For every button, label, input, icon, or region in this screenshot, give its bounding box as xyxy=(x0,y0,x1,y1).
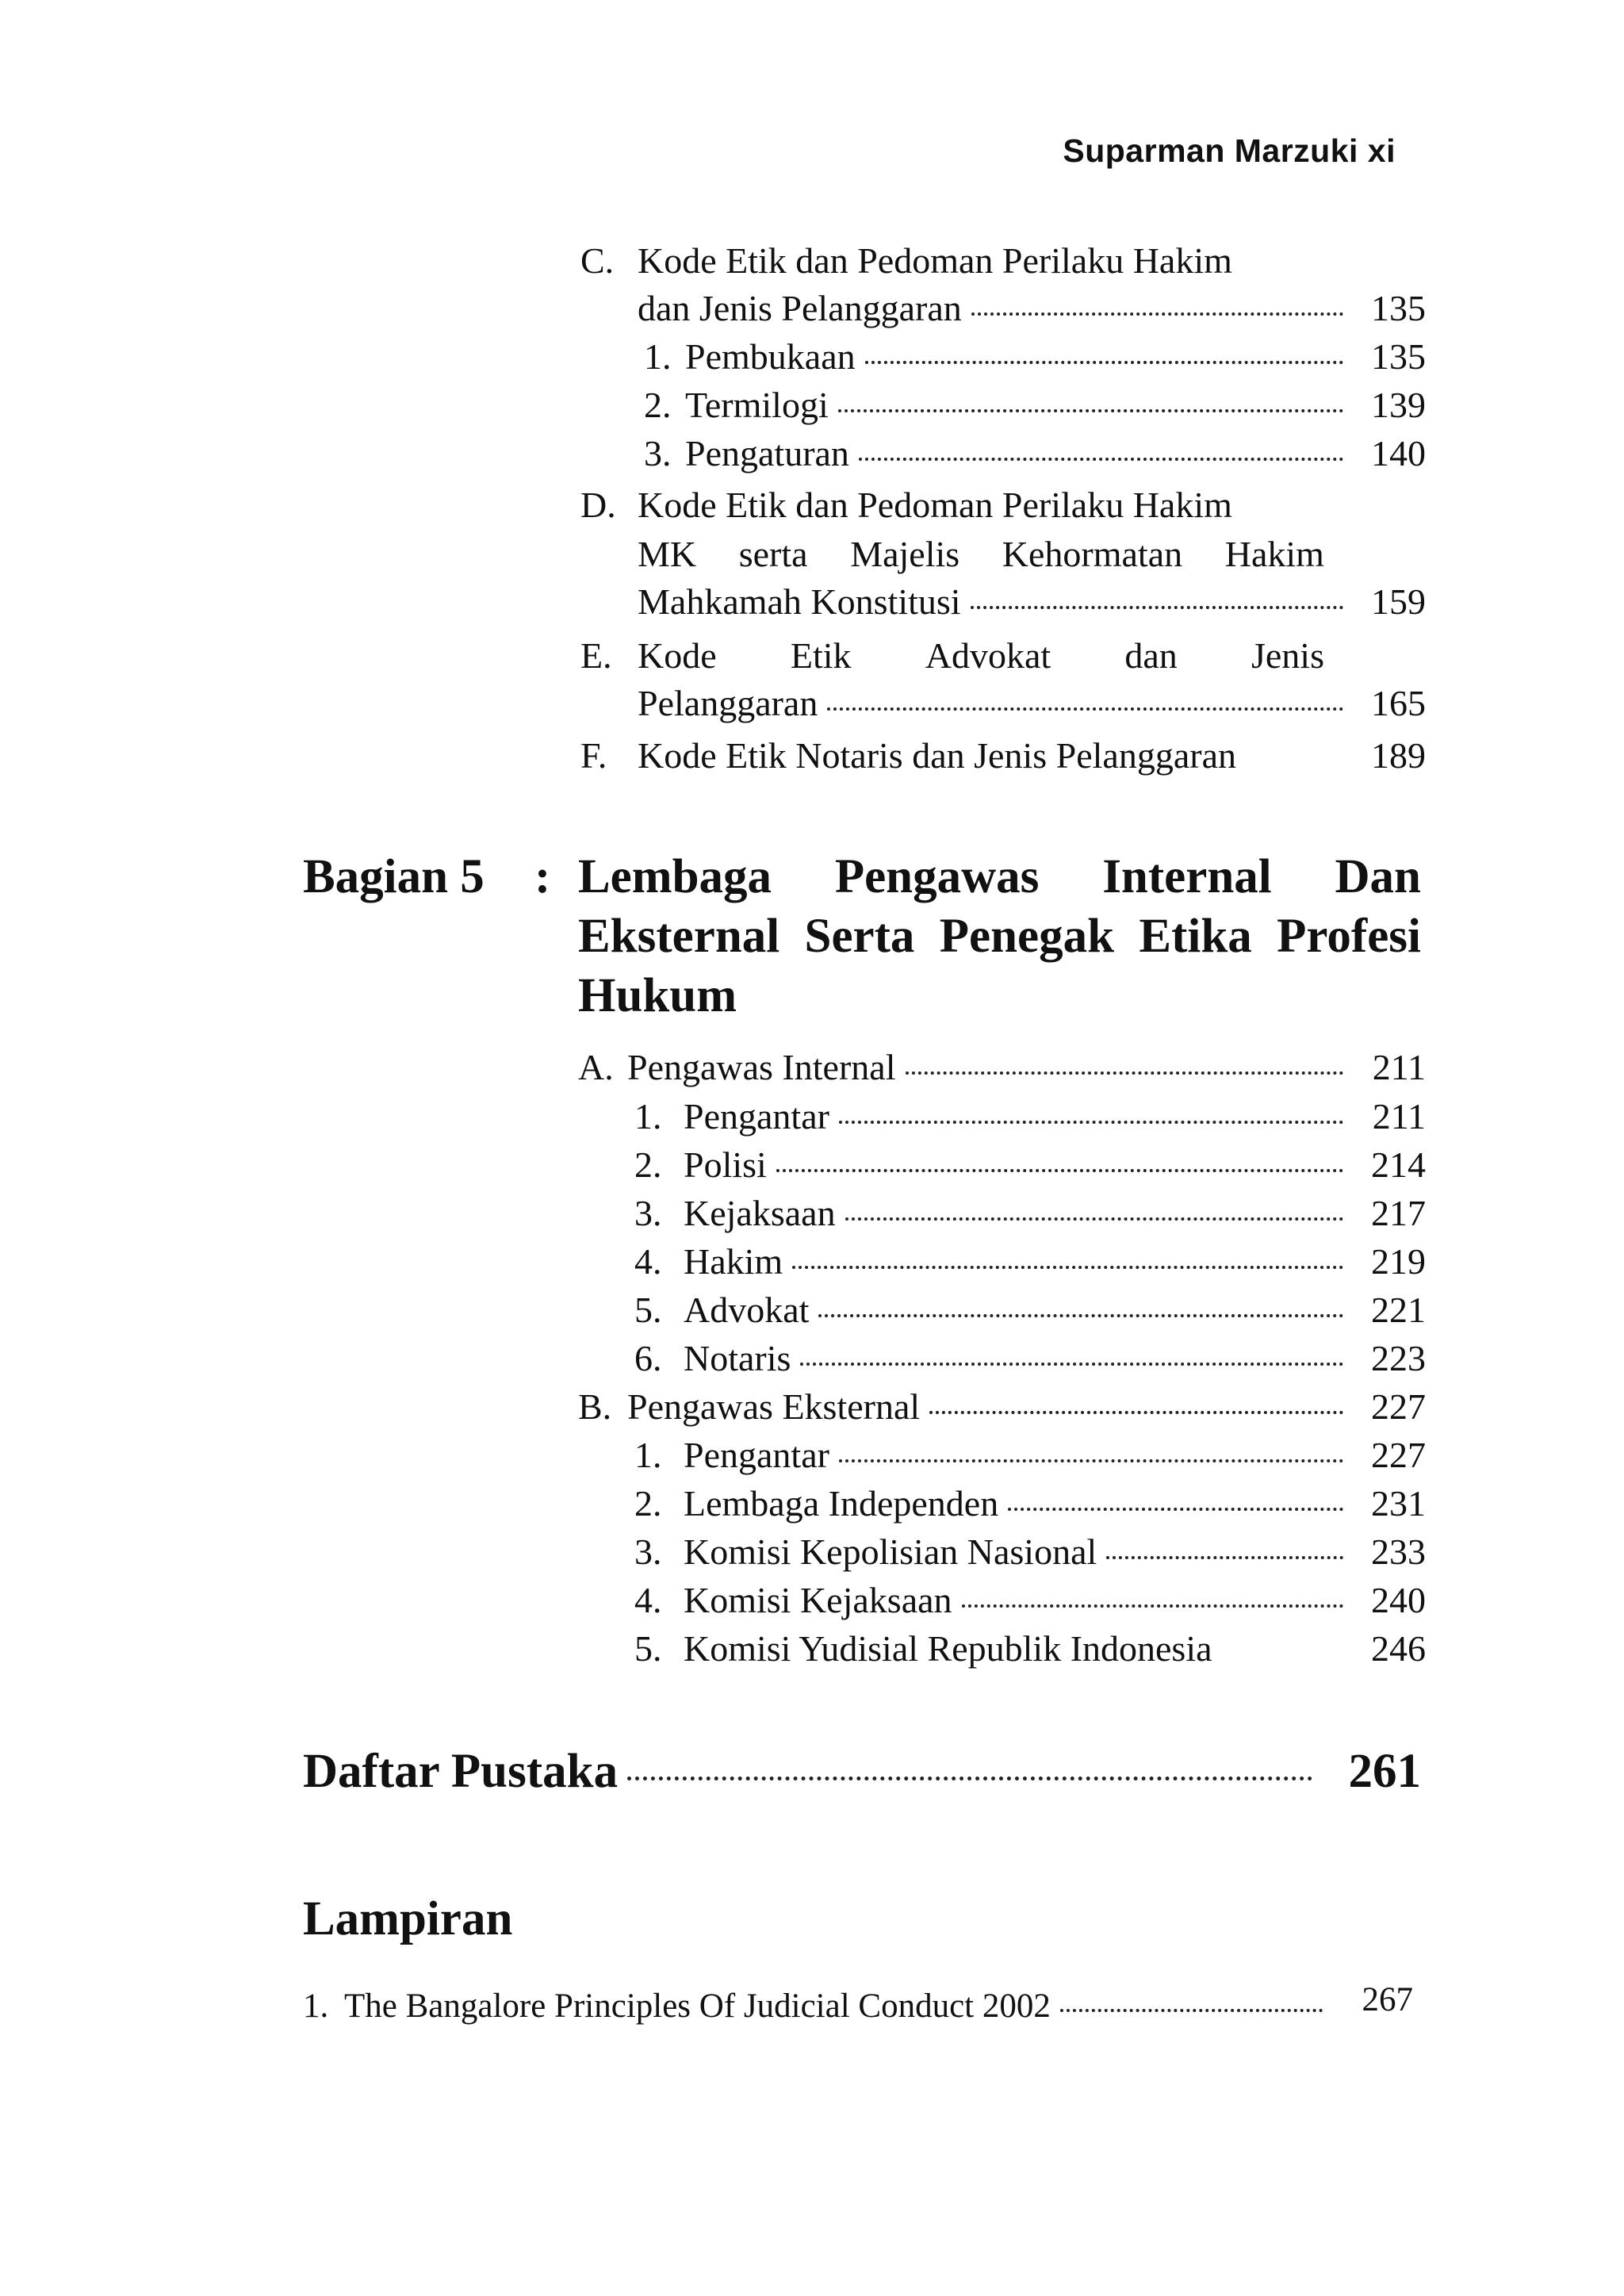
dot-leader xyxy=(792,1266,1343,1269)
toc-daftar-pustaka[interactable] xyxy=(303,1742,1421,1802)
toc-entry-d[interactable] xyxy=(638,580,1426,624)
toc-section-b[interactable] xyxy=(578,1385,1426,1429)
word: Kode xyxy=(638,635,717,676)
word: dan xyxy=(1124,635,1178,676)
part-title-line xyxy=(578,907,1421,966)
toc-entry-marker: A. xyxy=(578,1047,614,1087)
dot-leader xyxy=(839,1459,1343,1462)
page-number: 227 xyxy=(1371,1435,1426,1475)
toc-subentry[interactable] xyxy=(634,1481,1426,1526)
toc-subentry[interactable] xyxy=(634,1288,1426,1332)
toc-entry-text: Daftar Pustaka xyxy=(303,1745,619,1798)
word: Majelis xyxy=(850,534,960,574)
page-number: 217 xyxy=(1371,1193,1426,1233)
page-number: 211 xyxy=(1372,1096,1426,1137)
toc-entry-text: Kejaksaan xyxy=(684,1193,836,1233)
dot-leader xyxy=(800,1363,1343,1366)
dot-leader xyxy=(827,707,1343,711)
toc-entry-text: Pelanggaran xyxy=(638,683,818,723)
toc-entry-marker: 2. xyxy=(634,1483,662,1524)
word: Internal xyxy=(1102,850,1272,903)
toc-entry-marker: 3. xyxy=(634,1531,662,1572)
dot-leader xyxy=(962,1604,1343,1608)
toc-entry-marker: B. xyxy=(578,1386,612,1427)
dot-leader xyxy=(929,1411,1343,1414)
toc-subentry[interactable] xyxy=(634,1627,1426,1671)
word: Profesi xyxy=(1277,910,1421,963)
page-number: 159 xyxy=(1371,581,1426,622)
toc-entry-text: Pengaturan xyxy=(685,433,849,473)
dot-leader xyxy=(971,312,1343,316)
toc-subentry[interactable] xyxy=(644,383,1426,427)
page-number: 223 xyxy=(1371,1338,1426,1378)
dot-leader xyxy=(838,409,1343,412)
page-number: 165 xyxy=(1371,683,1426,723)
word: Etik xyxy=(790,635,852,676)
toc-entry-marker: D. xyxy=(580,485,616,525)
toc-subentry[interactable] xyxy=(634,1530,1426,1574)
toc-section-a[interactable] xyxy=(578,1045,1426,1090)
toc-entry-text: Komisi Kepolisian Nasional xyxy=(684,1531,1097,1572)
toc-entry-text: Pengantar xyxy=(684,1435,829,1475)
word: Kehormatan xyxy=(1002,534,1183,574)
dot-leader xyxy=(1060,2009,1323,2012)
toc-entry-marker: E. xyxy=(580,635,612,676)
toc-entry-marker: 2. xyxy=(644,385,672,425)
word: Etika xyxy=(1139,910,1252,963)
toc-entry-text: Kode Etik Notaris dan Jenis Pelanggaran xyxy=(638,735,1236,776)
toc-subentry[interactable] xyxy=(644,431,1426,476)
page-number: 233 xyxy=(1371,1531,1426,1572)
toc-entry-marker: 6. xyxy=(634,1338,662,1378)
page-number: 246 xyxy=(1371,1628,1426,1669)
toc-entry-marker: 1. xyxy=(644,336,672,377)
page-number: 139 xyxy=(1371,385,1426,425)
toc-entry-text: Hakim xyxy=(684,1241,783,1282)
toc-entry-text: Pengantar xyxy=(684,1096,829,1137)
toc-subentry[interactable] xyxy=(634,1240,1426,1284)
toc-subentry[interactable] xyxy=(634,1143,1426,1187)
justified-words xyxy=(638,634,1324,678)
toc-entry-text: The Bangalore Principles Of Judicial Conduct 2002 xyxy=(344,1987,1051,2025)
toc-lampiran-entry[interactable] xyxy=(303,1981,1413,2028)
page-number: 231 xyxy=(1371,1483,1426,1524)
word: Hakim xyxy=(1224,534,1324,574)
part-title[interactable] xyxy=(578,847,1421,1025)
dot-leader xyxy=(865,361,1343,364)
dot-leader xyxy=(1106,1556,1343,1559)
toc-entry-text: Pengawas Internal xyxy=(627,1047,896,1087)
toc-entry-text: Mahkamah Konstitusi xyxy=(638,581,961,622)
part-title-line: Hukum xyxy=(578,969,737,1022)
part-title-line xyxy=(578,847,1421,907)
toc-subentry[interactable] xyxy=(634,1433,1426,1478)
dot-leader xyxy=(845,1217,1343,1221)
toc-subentry[interactable] xyxy=(634,1191,1426,1236)
toc-subentry[interactable] xyxy=(634,1578,1426,1623)
dot-leader xyxy=(627,1777,1312,1780)
toc-entry-marker: 1. xyxy=(634,1096,662,1137)
toc-entry-marker: 5. xyxy=(634,1628,662,1669)
toc-entry-d-line2 xyxy=(638,532,1324,577)
word: Jenis xyxy=(1251,635,1324,676)
page-number: 214 xyxy=(1371,1144,1426,1185)
page-number: 189 xyxy=(1371,735,1426,776)
toc-entry-f[interactable] xyxy=(580,734,1426,778)
page-number: 135 xyxy=(1371,288,1426,328)
page-number: 135 xyxy=(1371,336,1426,377)
word: MK xyxy=(638,534,697,574)
page-number: 267 xyxy=(1362,1981,1413,2018)
toc-entry-text: Advokat xyxy=(684,1290,810,1330)
toc-entry-text: Komisi Kejaksaan xyxy=(684,1580,952,1620)
dot-leader xyxy=(839,1121,1343,1124)
word: serta xyxy=(738,534,808,574)
toc-entry-text: dan Jenis Pelanggaran xyxy=(638,288,962,328)
toc-entry-text: Pengawas Eksternal xyxy=(627,1386,921,1427)
toc-entry-text: Komisi Yudisial Republik Indonesia xyxy=(684,1628,1212,1669)
word: Penegak xyxy=(939,910,1115,963)
page-number: 240 xyxy=(1371,1580,1426,1620)
toc-entry-marker: C. xyxy=(580,240,615,281)
word: Eksternal xyxy=(578,910,780,963)
toc-entry-marker: 3. xyxy=(644,433,672,473)
part-label: Bagian 5 xyxy=(303,850,485,903)
dot-leader xyxy=(971,606,1343,609)
toc-entry-marker: 4. xyxy=(634,1241,662,1282)
toc-entry-text: Notaris xyxy=(684,1338,791,1378)
toc-entry-marker: F. xyxy=(580,735,607,776)
word: Serta xyxy=(804,910,915,963)
toc-entry-marker: 5. xyxy=(634,1290,662,1330)
toc-entry-marker: 2. xyxy=(634,1144,662,1185)
toc-entry-text: Kode Etik dan Pedoman Perilaku Hakim xyxy=(638,240,1232,281)
toc-entry-text: Lembaga Independen xyxy=(684,1483,999,1524)
toc-entry-text: Pembukaan xyxy=(685,336,856,377)
lampiran-heading: Lampiran xyxy=(303,1892,513,1945)
page-number: 140 xyxy=(1371,433,1426,473)
toc-entry-e[interactable] xyxy=(638,681,1426,726)
page-number: 261 xyxy=(1348,1745,1421,1798)
page-number: 211 xyxy=(1372,1047,1426,1087)
toc-entry-marker: 1. xyxy=(634,1435,662,1475)
dot-leader xyxy=(776,1169,1343,1172)
toc-entry-e-line1 xyxy=(580,634,1324,678)
word: Lembaga xyxy=(578,850,772,903)
toc-subentry[interactable] xyxy=(634,1094,1426,1139)
word: Dan xyxy=(1335,850,1421,903)
dot-leader xyxy=(818,1314,1343,1317)
toc-entry-marker: 4. xyxy=(634,1580,662,1620)
toc-entry-d-heading xyxy=(580,483,1232,527)
part-colon: : xyxy=(534,850,551,903)
page-number: 219 xyxy=(1371,1241,1426,1282)
toc-entry-text: Kode Etik dan Pedoman Perilaku Hakim xyxy=(638,485,1232,525)
toc-entry-marker: 1. xyxy=(303,1987,329,2025)
page-number: 221 xyxy=(1371,1290,1426,1330)
dot-leader xyxy=(859,458,1343,461)
toc-entry-text: Polisi xyxy=(684,1144,767,1185)
word: Pengawas xyxy=(834,850,1040,903)
word: Advokat xyxy=(925,635,1051,676)
toc-entry-text: Termilogi xyxy=(685,385,829,425)
dot-leader xyxy=(906,1071,1344,1075)
dot-leader xyxy=(1008,1508,1343,1511)
toc-entry-c-heading xyxy=(580,239,1232,283)
toc-subentry[interactable] xyxy=(634,1336,1426,1381)
toc-subentry[interactable] xyxy=(644,335,1426,379)
toc-entry-marker: 3. xyxy=(634,1193,662,1233)
running-header: Suparman Marzuki xi xyxy=(1063,132,1396,169)
toc-entry-c[interactable] xyxy=(638,286,1426,331)
page-number: 227 xyxy=(1371,1386,1426,1427)
